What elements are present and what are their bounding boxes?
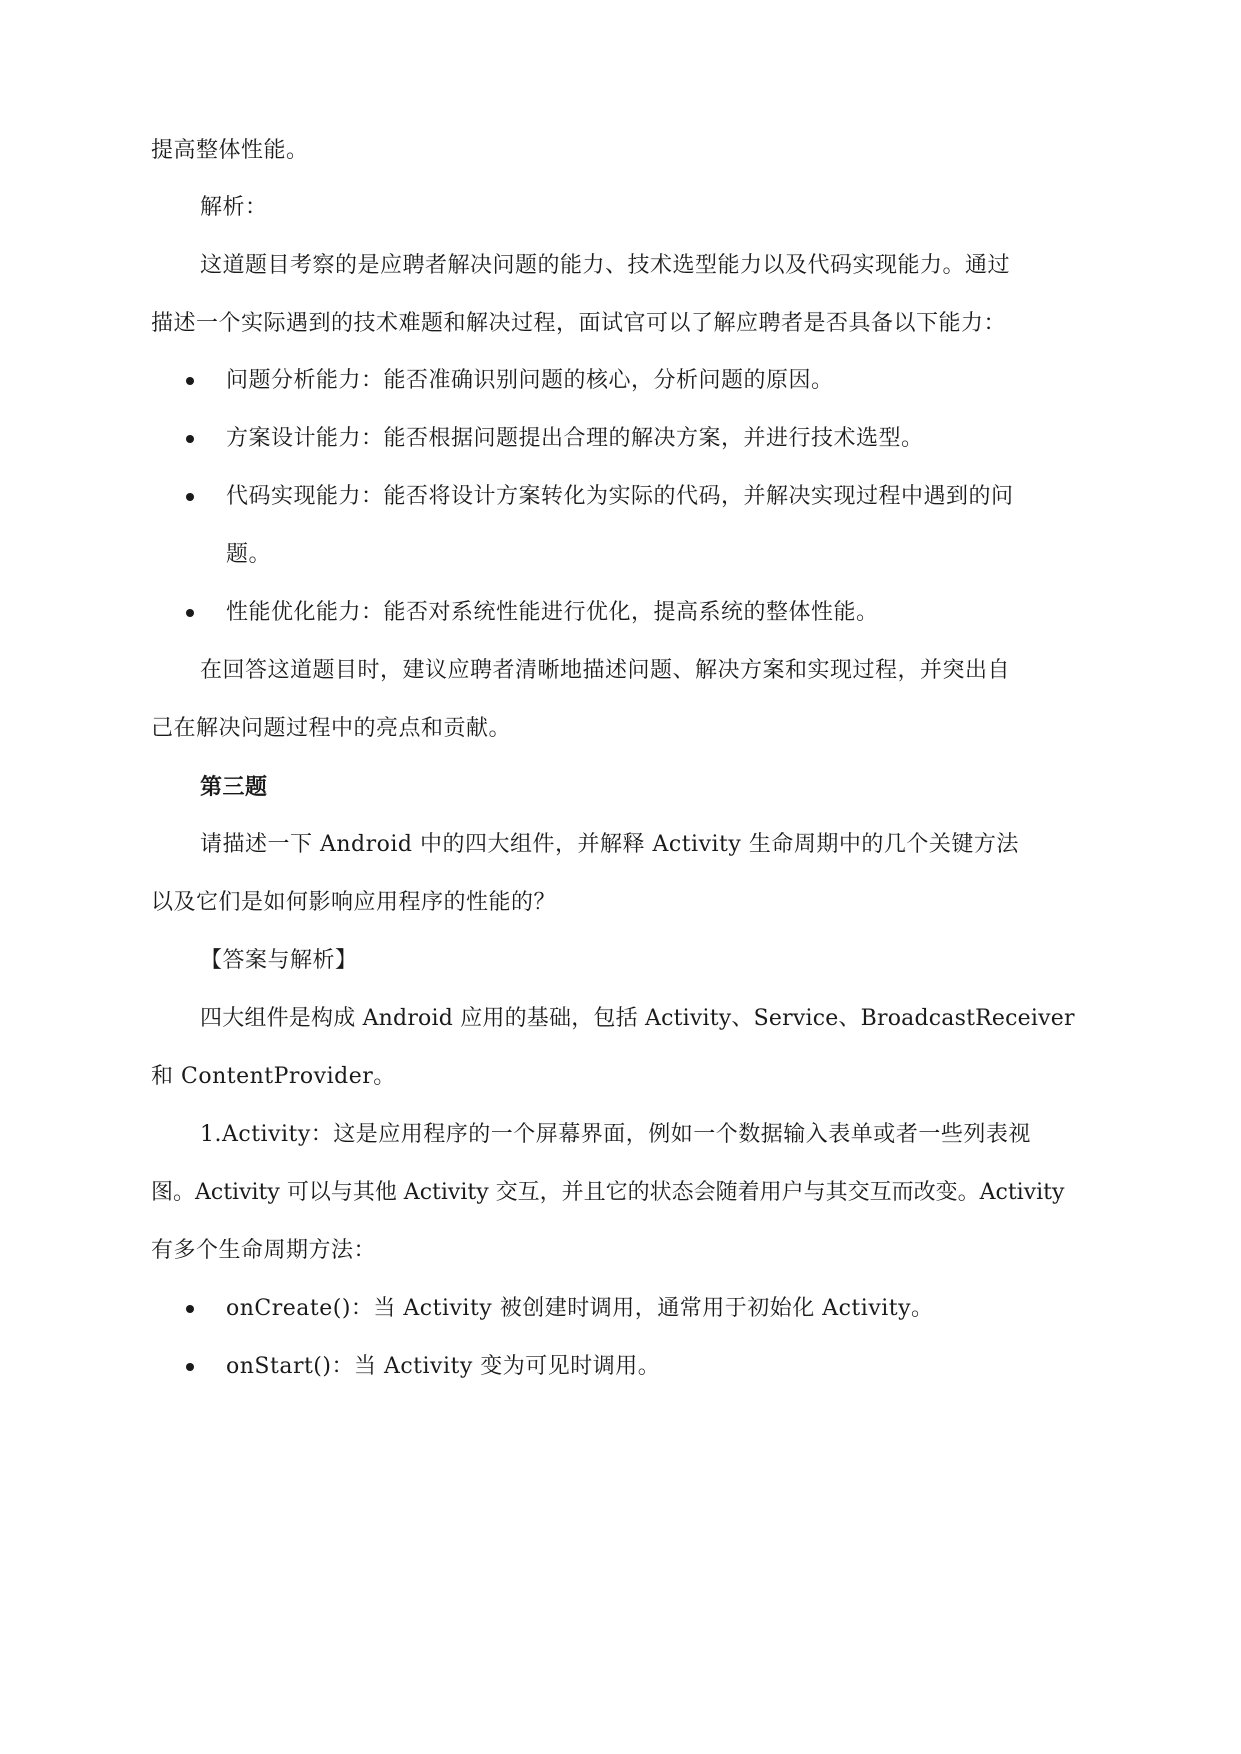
advice-paragraph-line-2: 己在解决问题过程中的亮点和贡献。 bbox=[151, 716, 512, 741]
bullet-icon bbox=[186, 1305, 194, 1313]
activity-line-3: 有多个生命周期方法： bbox=[151, 1238, 377, 1263]
paragraph-continuation: 提高整体性能。 bbox=[151, 138, 309, 163]
analysis-paragraph-line-2: 描述一个实际遇到的技术难题和解决过程，面试官可以了解应聘者是否具备以下能力： bbox=[151, 311, 1007, 336]
answer-label: 【答案与解析】 bbox=[200, 948, 358, 973]
bullet-icon bbox=[186, 377, 194, 385]
ability-item: 问题分析能力：能否准确识别问题的核心，分析问题的原因。 bbox=[226, 368, 834, 393]
analysis-paragraph-line-1: 这道题目考察的是应聘者解决问题的能力、技术选型能力以及代码实现能力。通过 bbox=[200, 253, 1011, 278]
question-line-1: 请描述一下 Android 中的四大组件，并解释 Activity 生命周期中的几个关键方法 bbox=[200, 832, 1019, 857]
analysis-label: 解析： bbox=[200, 195, 268, 220]
activity-line-1: 1.Activity：这是应用程序的一个屏幕界面，例如一个数据输入表单或者一些列表视 bbox=[200, 1122, 1031, 1147]
activity-line-2: 图。Activity 可以与其他 Activity 交互，并且它的状态会随着用户与其交互而改变。Activity bbox=[151, 1180, 1065, 1205]
components-line-2: 和 ContentProvider。 bbox=[151, 1064, 396, 1089]
bullet-icon bbox=[186, 435, 194, 443]
components-line-1: 四大组件是构成 Android 应用的基础，包括 Activity、Service、BroadcastReceiver bbox=[200, 1006, 1075, 1031]
ability-item: 代码实现能力：能否将设计方案转化为实际的代码，并解决实现过程中遇到的问 bbox=[226, 484, 1014, 509]
lifecycle-item: onCreate()：当 Activity 被创建时调用，通常用于初始化 Activity。 bbox=[226, 1296, 934, 1321]
question-line-2: 以及它们是如何影响应用程序的性能的？ bbox=[151, 890, 557, 915]
bullet-icon bbox=[186, 493, 194, 501]
ability-item-continuation: 题。 bbox=[226, 542, 272, 567]
bullet-icon bbox=[186, 1363, 194, 1371]
ability-item: 性能优化能力：能否对系统性能进行优化，提高系统的整体性能。 bbox=[226, 600, 879, 625]
lifecycle-item: onStart()：当 Activity 变为可见时调用。 bbox=[226, 1354, 661, 1379]
section-title: 第三题 bbox=[200, 774, 268, 800]
ability-item: 方案设计能力：能否根据问题提出合理的解决方案，并进行技术选型。 bbox=[226, 426, 924, 451]
bullet-icon bbox=[186, 609, 194, 617]
advice-paragraph-line-1: 在回答这道题目时，建议应聘者清晰地描述问题、解决方案和实现过程，并突出自 bbox=[200, 658, 1011, 683]
